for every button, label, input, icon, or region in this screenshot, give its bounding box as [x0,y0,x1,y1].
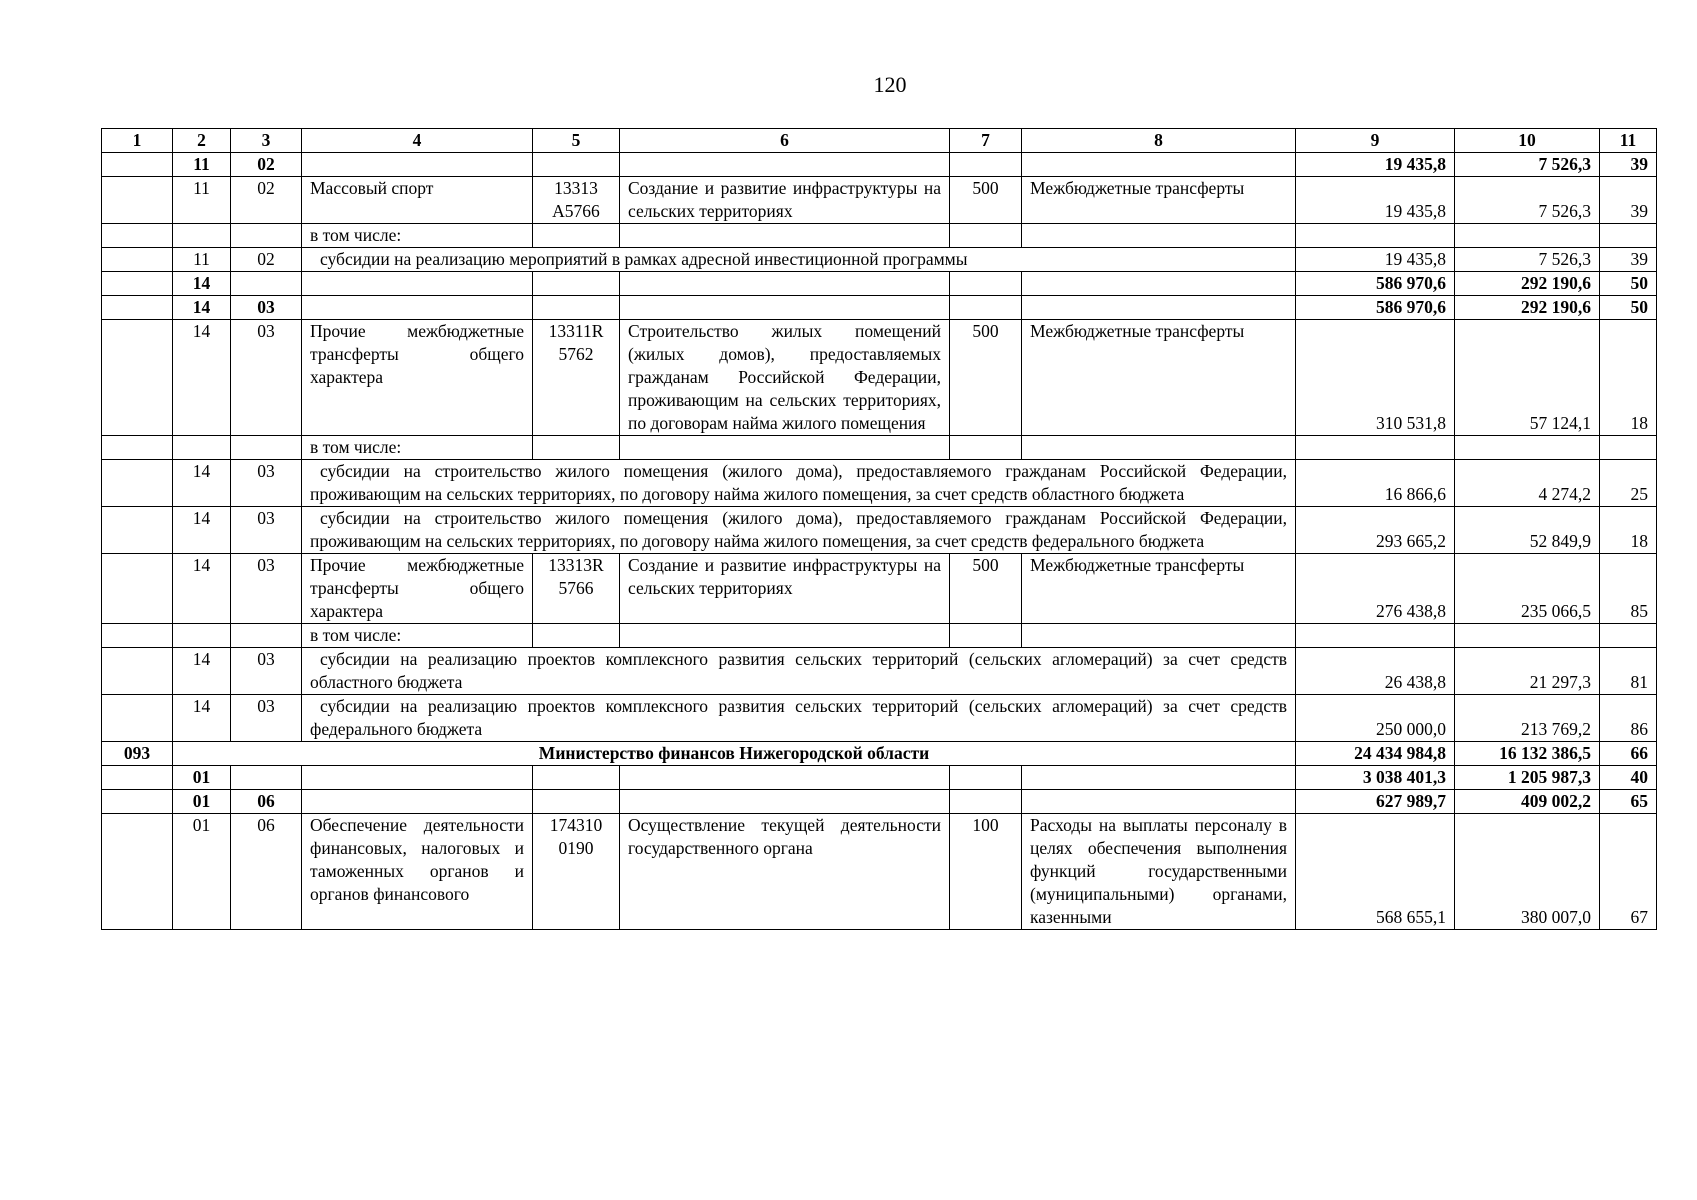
cell-empty [533,272,620,296]
cell-empty [620,766,950,790]
actual-amount-cell: 21 297,3 [1455,648,1600,695]
expense-type-name-cell: Межбюджетные трансферты [1022,177,1296,224]
section-code-cell: 01 [173,814,231,930]
subsection-code-cell: 02 [231,153,302,177]
plan-amount-cell: 293 665,2 [1296,507,1455,554]
cell-empty [102,460,173,507]
percent-cell: 86 [1600,695,1657,742]
subsidy-description-cell: субсидии на реализацию проектов комплексного развития сельских территорий (сельских агломераций) за счет средств областного бюджета [302,648,1296,695]
cell-empty [102,814,173,930]
actual-amount-cell: 57 124,1 [1455,320,1600,436]
plan-amount-cell: 310 531,8 [1296,320,1455,436]
actual-amount-cell: 4 274,2 [1455,460,1600,507]
section-code-cell: 14 [173,695,231,742]
subsection-name-cell: Прочие межбюджетные трансферты общего характера [302,554,533,624]
expense-type-cell: 500 [950,554,1022,624]
cell-empty [231,224,302,248]
cell-empty [620,272,950,296]
subsection-name-cell: Обеспечение деятельности финансовых, налоговых и таможенных органов и органов финансового [302,814,533,930]
table-row-total [102,296,1657,320]
target-article-name-cell: Создание и развитие инфраструктуры на сельских территориях [620,554,950,624]
target-article-name-cell: Осуществление текущей деятельности государственного органа [620,814,950,930]
cell-empty [302,296,533,320]
subsection-code-cell [231,272,302,296]
table-row-item [102,554,1657,624]
actual-amount-cell: 409 002,2 [1455,790,1600,814]
percent-cell: 66 [1600,742,1657,766]
section-code-cell: 11 [173,248,231,272]
cell-empty [173,224,231,248]
target-article-cell: 13313 А5766 [533,177,620,224]
cell-empty [1022,766,1296,790]
section-code-cell: 14 [173,272,231,296]
plan-amount-cell: 250 000,0 [1296,695,1455,742]
table-row-total [102,272,1657,296]
cell-empty [102,320,173,436]
cell-empty [620,296,950,320]
header-cell: 8 [1022,129,1296,153]
cell-empty [102,248,173,272]
table-row-incl [102,624,1657,648]
table-row-incl [102,224,1657,248]
target-article-name-cell: Строительство жилых помещений (жилых домов), предоставляемых гражданам Российской Федерации, проживающим на сельских территориях, по договорам найма жилого помещения [620,320,950,436]
cell-empty [533,624,620,648]
cell-empty [231,436,302,460]
table-row-item [102,814,1657,930]
target-article-cell: 13311R 5762 [533,320,620,436]
section-code-cell: 14 [173,320,231,436]
cell-empty [1455,224,1600,248]
ministry-name-cell: Министерство финансов Нижегородской области [173,742,1296,766]
cell-empty [102,554,173,624]
cell-empty [102,648,173,695]
expense-type-name-cell: Межбюджетные трансферты [1022,320,1296,436]
plan-amount-cell: 627 989,7 [1296,790,1455,814]
plan-amount-cell: 568 655,1 [1296,814,1455,930]
section-code-cell: 14 [173,507,231,554]
percent-cell: 39 [1600,153,1657,177]
actual-amount-cell: 1 205 987,3 [1455,766,1600,790]
header-cell: 10 [1455,129,1600,153]
cell-empty [1455,624,1600,648]
expense-type-name-cell: Межбюджетные трансферты [1022,554,1296,624]
header-cell: 1 [102,129,173,153]
table-row-sub [102,695,1657,742]
cell-empty [1022,153,1296,177]
subsection-code-cell: 03 [231,320,302,436]
actual-amount-cell: 235 066,5 [1455,554,1600,624]
cell-empty [1600,224,1657,248]
including-label-cell: в том числе: [302,624,533,648]
section-code-cell: 01 [173,790,231,814]
header-cell: 6 [620,129,950,153]
table-row-sub [102,648,1657,695]
table-row-item [102,320,1657,436]
cell-empty [102,695,173,742]
cell-empty [533,153,620,177]
cell-empty [102,766,173,790]
header-cell: 3 [231,129,302,153]
expense-type-cell: 100 [950,814,1022,930]
cell-empty [1296,224,1455,248]
plan-amount-cell: 276 438,8 [1296,554,1455,624]
subsection-name-cell: Прочие межбюджетные трансферты общего характера [302,320,533,436]
cell-empty [533,224,620,248]
subsection-code-cell: 03 [231,648,302,695]
cell-empty [950,296,1022,320]
cell-empty [620,224,950,248]
subsidy-description-cell: субсидии на строительство жилого помещения (жилого дома), предоставляемого гражданам Российской Федерации, проживающим на сельских территориях, по договору найма жилого помещения, за счет средств федерального бюджета [302,507,1296,554]
plan-amount-cell: 586 970,6 [1296,272,1455,296]
cell-empty [533,790,620,814]
header-cell: 5 [533,129,620,153]
subsection-code-cell: 03 [231,296,302,320]
cell-empty [1022,224,1296,248]
actual-amount-cell: 7 526,3 [1455,153,1600,177]
plan-amount-cell: 19 435,8 [1296,153,1455,177]
section-code-cell: 14 [173,460,231,507]
plan-amount-cell: 586 970,6 [1296,296,1455,320]
plan-amount-cell: 24 434 984,8 [1296,742,1455,766]
cell-empty [1022,790,1296,814]
subsection-code-cell: 06 [231,790,302,814]
actual-amount-cell: 7 526,3 [1455,177,1600,224]
budget-table [101,128,1657,930]
percent-cell: 40 [1600,766,1657,790]
cell-empty [533,296,620,320]
table-row-total [102,790,1657,814]
cell-empty [950,436,1022,460]
plan-amount-cell: 16 866,6 [1296,460,1455,507]
cell-empty [1022,296,1296,320]
expense-type-cell: 500 [950,320,1022,436]
cell-empty [102,436,173,460]
table-row-sub [102,460,1657,507]
header-cell: 7 [950,129,1022,153]
cell-empty [1455,436,1600,460]
cell-empty [302,790,533,814]
percent-cell: 65 [1600,790,1657,814]
subsection-code-cell: 06 [231,814,302,930]
cell-empty [302,272,533,296]
cell-empty [1600,436,1657,460]
target-article-cell: 174310 0190 [533,814,620,930]
cell-empty [102,507,173,554]
percent-cell: 50 [1600,296,1657,320]
subsection-code-cell: 03 [231,507,302,554]
expense-type-cell: 500 [950,177,1022,224]
table-row-total [102,766,1657,790]
target-article-cell: 13313R 5766 [533,554,620,624]
cell-empty [1600,624,1657,648]
target-article-name-cell: Создание и развитие инфраструктуры на сельских территориях [620,177,950,224]
subsection-code-cell: 02 [231,177,302,224]
expense-type-name-cell: Расходы на выплаты персоналу в целях обеспечения выполнения функций государственными (муниципальными) органами, казенными [1022,814,1296,930]
cell-empty [231,624,302,648]
cell-empty [102,153,173,177]
cell-empty [102,790,173,814]
ministry-code-cell: 093 [102,742,173,766]
cell-empty [102,224,173,248]
table-row-ministry [102,742,1657,766]
percent-cell: 39 [1600,177,1657,224]
section-code-cell: 14 [173,554,231,624]
section-code-cell: 01 [173,766,231,790]
subsection-name-cell: Массовый спорт [302,177,533,224]
cell-empty [950,624,1022,648]
cell-empty [173,436,231,460]
including-label-cell: в том числе: [302,224,533,248]
cell-empty [533,436,620,460]
cell-empty [950,224,1022,248]
subsection-code-cell: 03 [231,460,302,507]
actual-amount-cell: 292 190,6 [1455,296,1600,320]
percent-cell: 50 [1600,272,1657,296]
percent-cell: 25 [1600,460,1657,507]
table-row-total [102,153,1657,177]
plan-amount-cell: 26 438,8 [1296,648,1455,695]
subsidy-description-cell: субсидии на строительство жилого помещения (жилого дома), предоставляемого гражданам Российской Федерации, проживающим на сельских территориях, по договору найма жилого помещения, за счет средств областного бюджета [302,460,1296,507]
actual-amount-cell: 380 007,0 [1455,814,1600,930]
percent-cell: 39 [1600,248,1657,272]
actual-amount-cell: 213 769,2 [1455,695,1600,742]
cell-empty [302,766,533,790]
actual-amount-cell: 16 132 386,5 [1455,742,1600,766]
cell-empty [1296,624,1455,648]
percent-cell: 81 [1600,648,1657,695]
cell-empty [102,272,173,296]
cell-empty [1022,624,1296,648]
subsection-code-cell: 03 [231,554,302,624]
header-cell: 11 [1600,129,1657,153]
table-row-sub [102,507,1657,554]
cell-empty [302,153,533,177]
section-code-cell: 11 [173,153,231,177]
actual-amount-cell: 7 526,3 [1455,248,1600,272]
cell-empty [620,790,950,814]
subsidy-description-cell: субсидии на реализацию проектов комплексного развития сельских территорий (сельских агломераций) за счет средств федерального бюджета [302,695,1296,742]
cell-empty [173,624,231,648]
plan-amount-cell: 19 435,8 [1296,248,1455,272]
cell-empty [1022,272,1296,296]
header-cell: 9 [1296,129,1455,153]
percent-cell: 67 [1600,814,1657,930]
header-row [102,129,1657,153]
cell-empty [950,272,1022,296]
subsection-code-cell: 03 [231,695,302,742]
percent-cell: 18 [1600,320,1657,436]
cell-empty [1022,436,1296,460]
header-cell: 4 [302,129,533,153]
cell-empty [533,766,620,790]
table-row-sub [102,248,1657,272]
cell-empty [950,153,1022,177]
cell-empty [950,790,1022,814]
section-code-cell: 11 [173,177,231,224]
cell-empty [620,153,950,177]
cell-empty [620,624,950,648]
cell-empty [102,177,173,224]
cell-empty [620,436,950,460]
cell-empty [102,624,173,648]
header-cell: 2 [173,129,231,153]
subsection-code-cell [231,766,302,790]
percent-cell: 85 [1600,554,1657,624]
subsection-code-cell: 02 [231,248,302,272]
including-label-cell: в том числе: [302,436,533,460]
actual-amount-cell: 52 849,9 [1455,507,1600,554]
table-row-item [102,177,1657,224]
actual-amount-cell: 292 190,6 [1455,272,1600,296]
page-number: 120 [873,72,907,97]
subsidy-description-cell: субсидии на реализацию мероприятий в рамках адресной инвестиционной программы [302,248,1296,272]
section-code-cell: 14 [173,648,231,695]
cell-empty [1296,436,1455,460]
percent-cell: 18 [1600,507,1657,554]
plan-amount-cell: 19 435,8 [1296,177,1455,224]
plan-amount-cell: 3 038 401,3 [1296,766,1455,790]
cell-empty [102,296,173,320]
table-row-incl [102,436,1657,460]
section-code-cell: 14 [173,296,231,320]
cell-empty [950,766,1022,790]
